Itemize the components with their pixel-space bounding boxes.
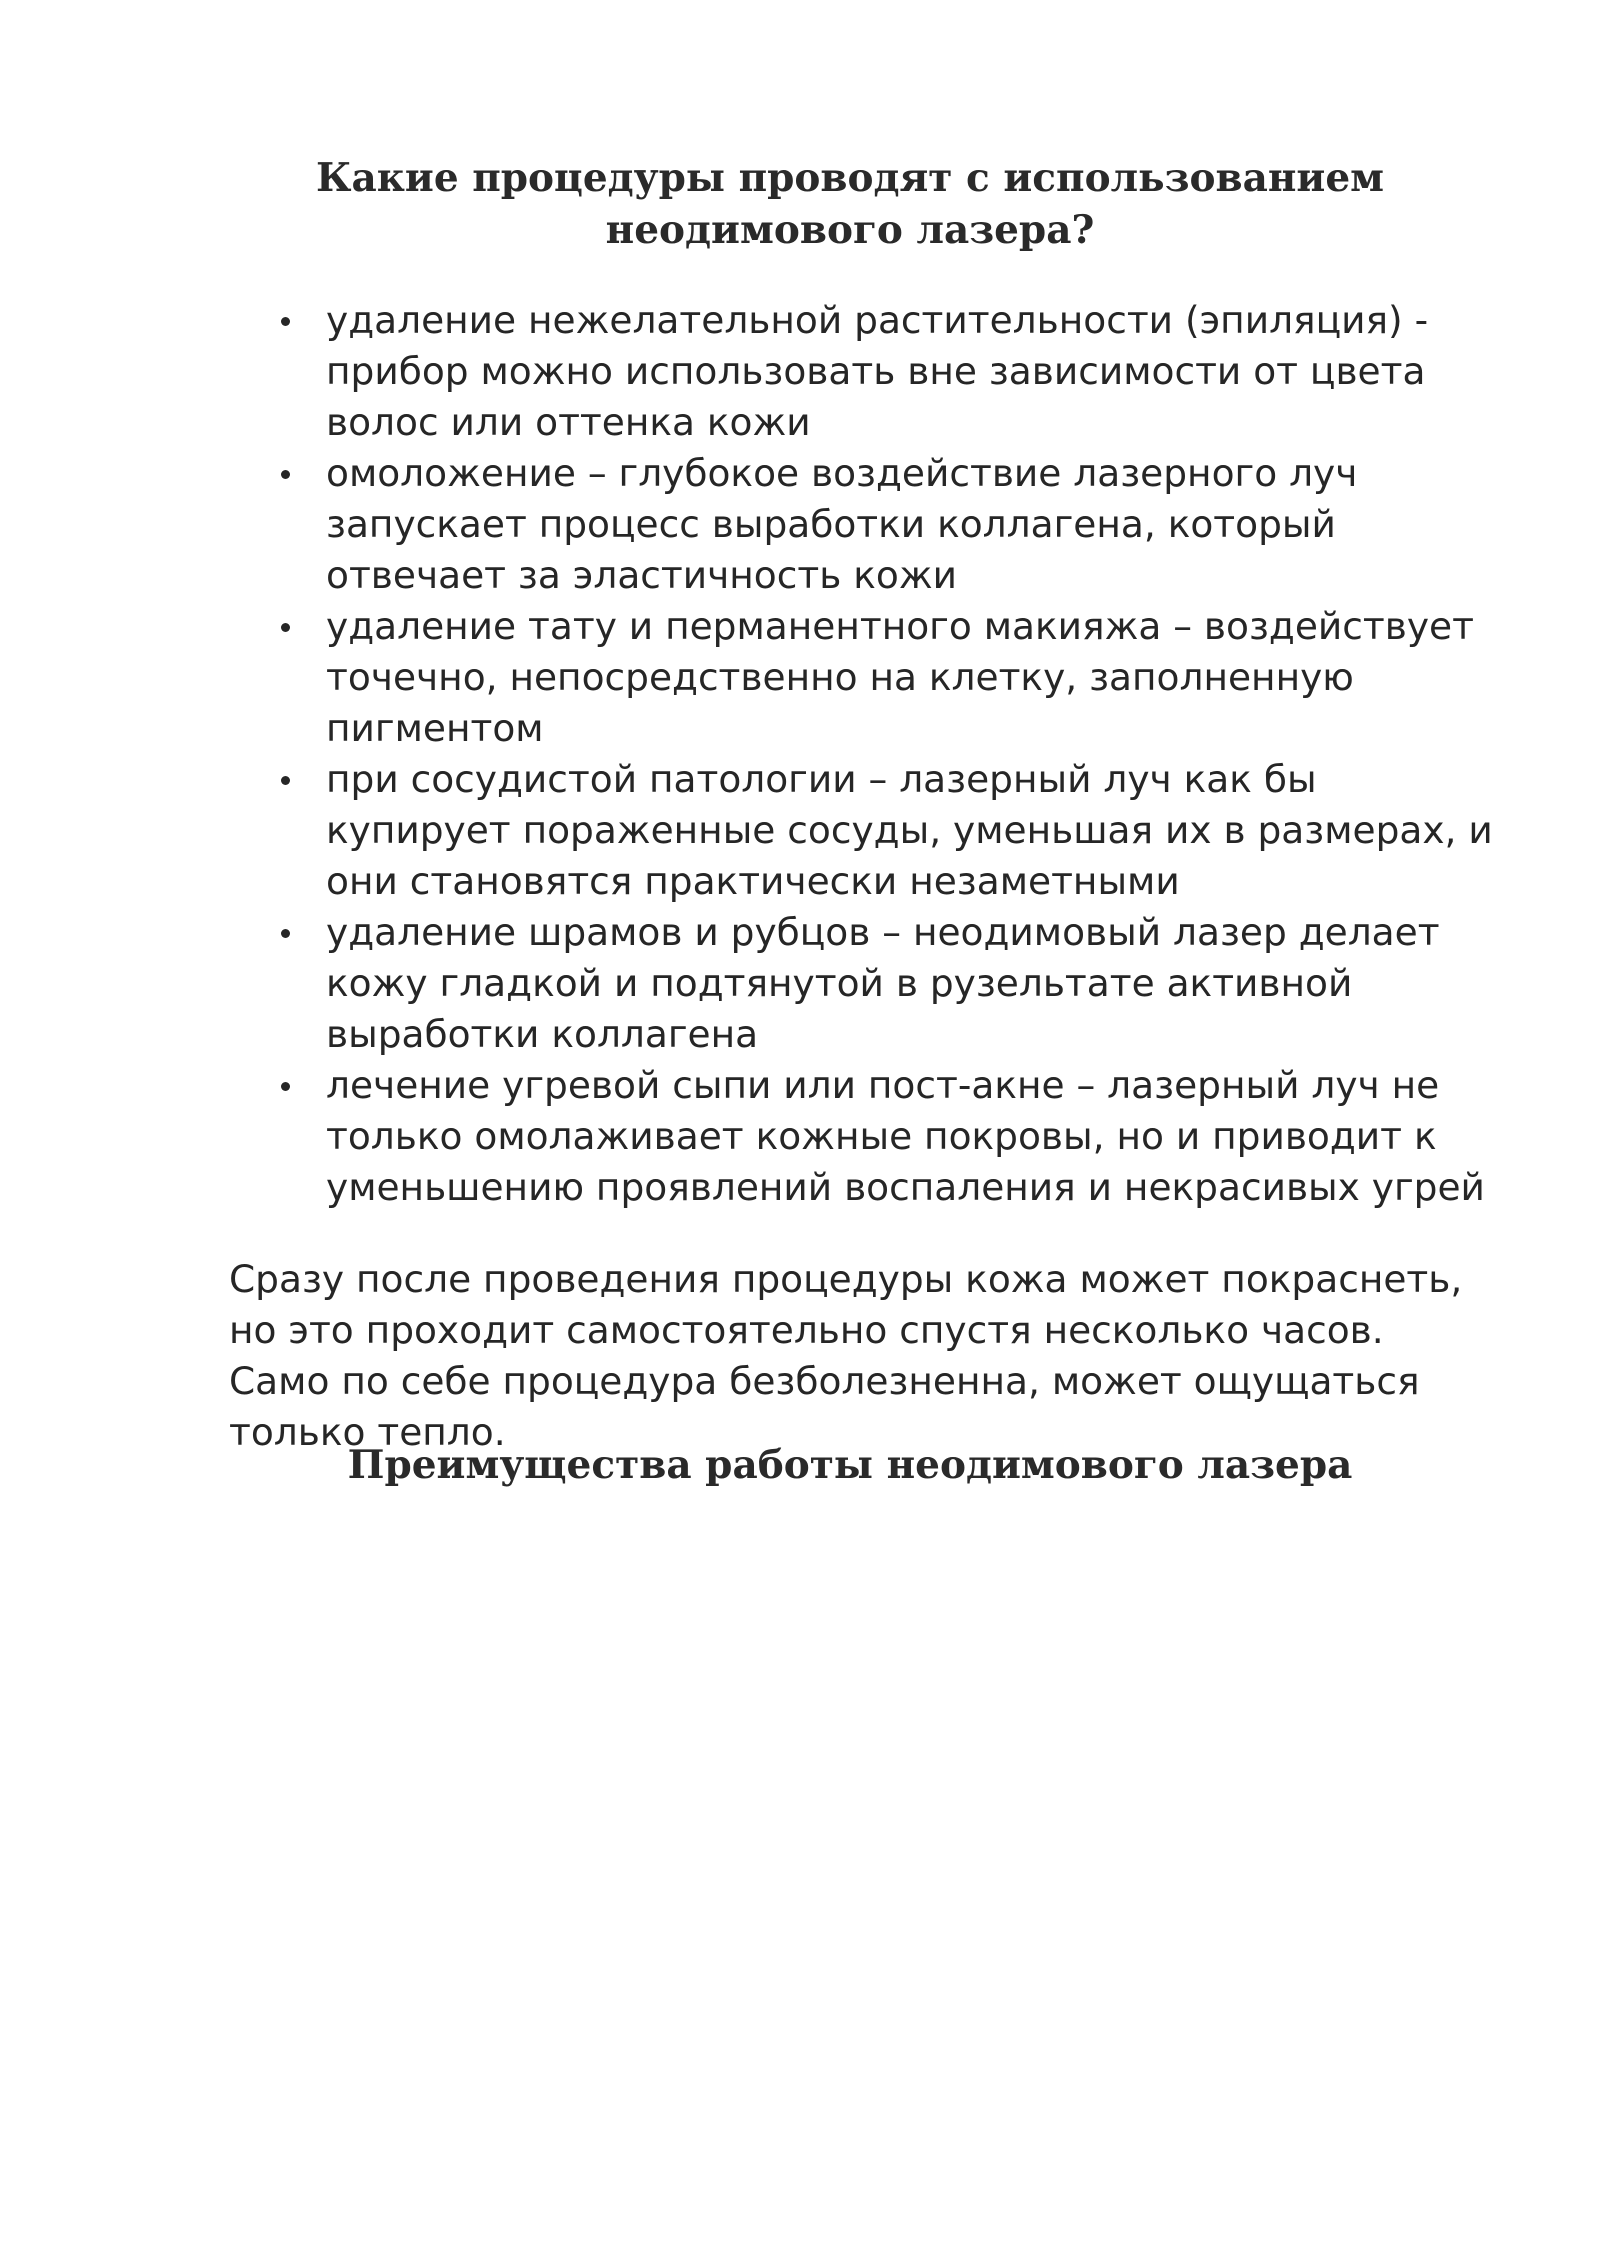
- bullet-icon: [281, 317, 290, 326]
- list-item-text: удаление тату и перманентного макияжа – воздействует точечно, непосредственно на клетку, заполненную пигментом: [326, 604, 1474, 750]
- list-item-text: удаление нежелательной растительности (эпиляция) - прибор можно использовать вне зависимости от цвета волос или оттенка кожи: [326, 298, 1429, 444]
- list-item: [270, 1060, 1510, 1213]
- list-item: [270, 295, 1510, 448]
- list-item: [270, 448, 1510, 601]
- bullet-icon: [281, 1082, 290, 1091]
- list-item: [270, 907, 1510, 1060]
- bullet-icon: [281, 929, 290, 938]
- procedures-list: [270, 295, 1510, 1213]
- bullet-icon: [281, 623, 290, 632]
- list-item-text: при сосудистой патологии – лазерный луч как бы купирует пораженные сосуды, уменьшая их в размерах, и они становятся практически незаметными: [326, 757, 1493, 903]
- list-item-text: удаление шрамов и рубцов – неодимовый лазер делает кожу гладкой и подтянутой в рузельтате активной выработки коллагена: [326, 910, 1440, 1056]
- after-procedure-paragraph: Сразу после проведения процедуры кожа может покраснеть, но это проходит самостоятельно спустя несколько часов. Само по себе процедура безболезненна, может ощущаться только тепло.: [229, 1257, 1463, 1454]
- list-item: [270, 601, 1510, 754]
- list-item-text: омоложение – глубокое воздействие лазерного луч запускает процесс выработки коллагена, который отвечает за эластичность кожи: [326, 451, 1358, 597]
- bullet-icon: [281, 470, 290, 479]
- section-heading-procedures: Какие процедуры проводят с использованием неодимового лазера?: [315, 155, 1385, 253]
- list-item: [270, 754, 1510, 907]
- list-item-text: лечение угревой сыпи или пост-акне – лазерный луч не только омолаживает кожные покровы, но и приводит к уменьшению проявлений воспаления и некрасивых угрей: [326, 1063, 1485, 1209]
- bullet-icon: [281, 776, 290, 785]
- section-heading-advantages: Преимущества работы неодимового лазера: [347, 1442, 1353, 1488]
